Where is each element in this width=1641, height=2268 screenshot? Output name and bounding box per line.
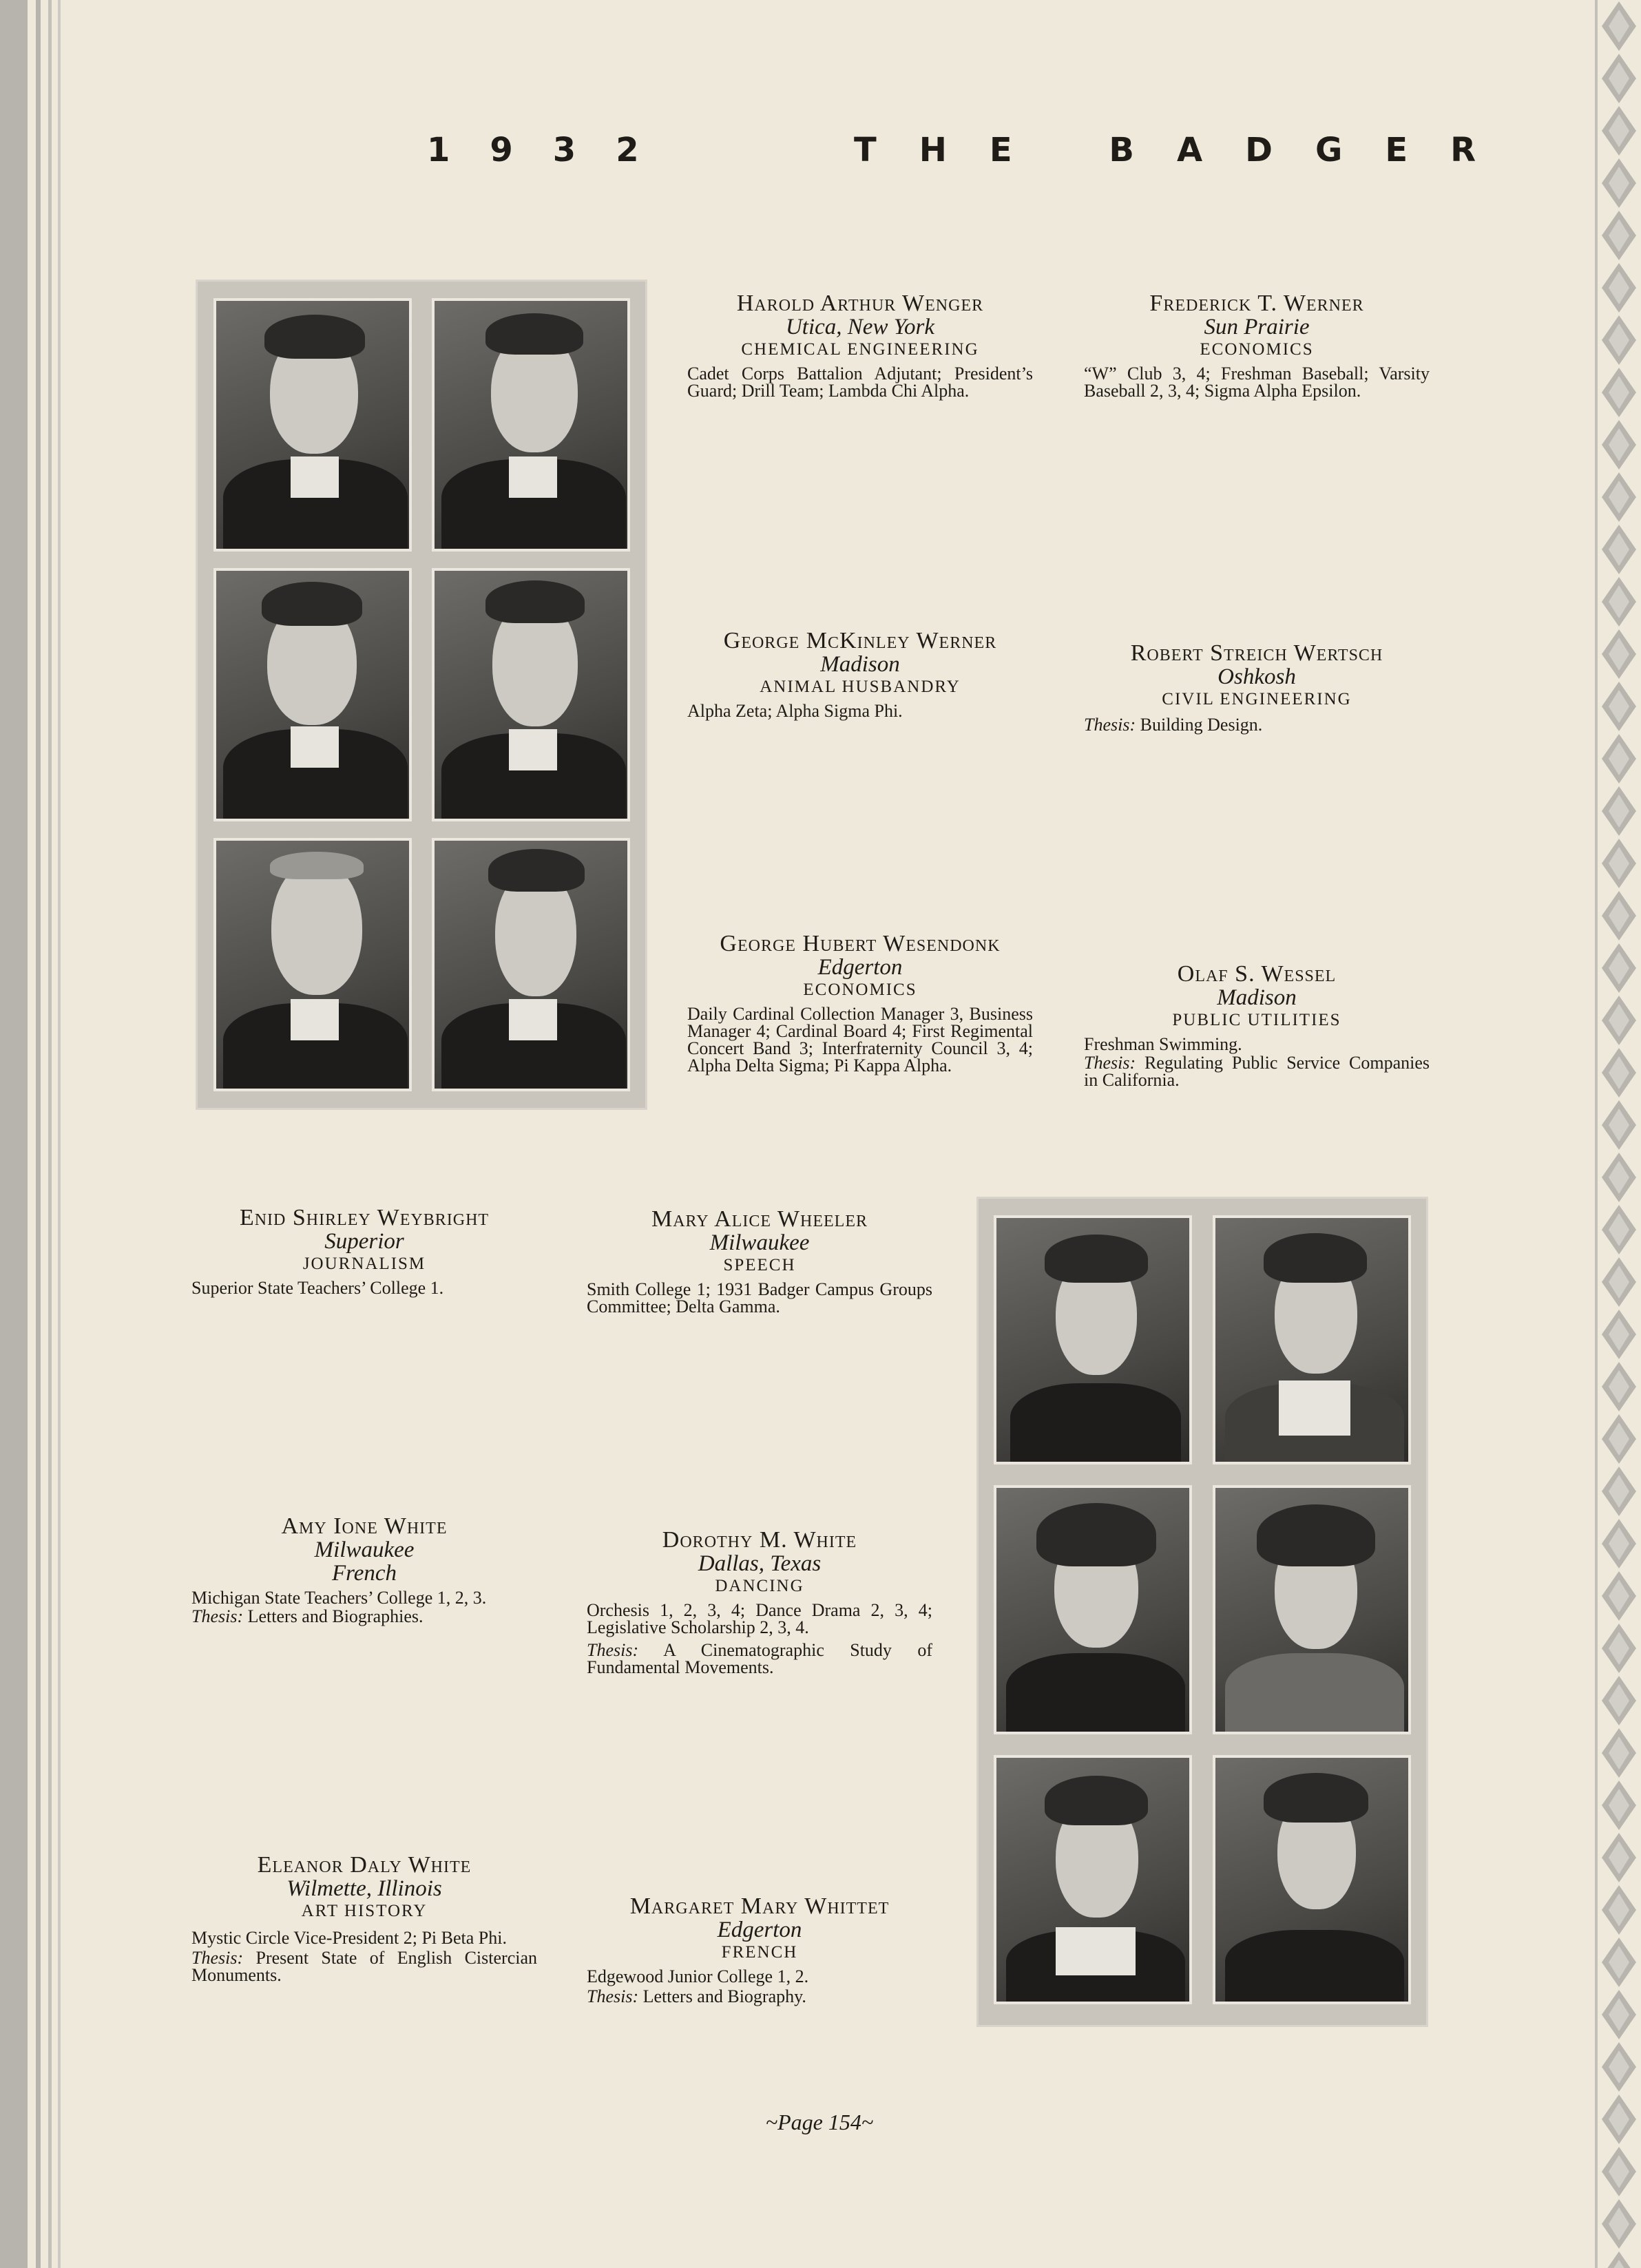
student-activities: Smith College 1; 1931 Badger Campus Groups Committee; Delta Gamma.: [587, 1279, 932, 1316]
portrait-photo: [432, 298, 630, 552]
page-number: ~Page 154~: [765, 2110, 874, 2134]
portrait-photo: [432, 568, 630, 821]
student-entry: [687, 629, 1033, 720]
student-activities: Cadet Corps Battalion Adjutant; President’s Guard; Drill Team; Lambda Chi Alpha.: [687, 364, 1033, 401]
student-thesis: Thesis: Letters and Biography.: [587, 1986, 806, 2006]
student-hometown: Superior: [324, 1229, 404, 1254]
student-entry: [587, 1895, 932, 2005]
left-border-line: [48, 0, 52, 2268]
student-activities: Mystic Circle Vice-President 2; Pi Beta Phi.: [191, 1928, 507, 1948]
portrait-photo: [994, 1755, 1192, 2004]
student-thesis: Thesis: Present State of English Cistercian Monuments.: [191, 1948, 538, 1985]
student-department: French: [331, 1561, 397, 1586]
student-department: PUBLIC UTILITIES: [1172, 1011, 1341, 1029]
student-department: ANIMAL HUSBANDRY: [760, 678, 961, 696]
student-name: Frederick T. Werner: [1149, 291, 1364, 316]
student-hometown: Oshkosh: [1217, 664, 1296, 689]
student-department: CHEMICAL ENGINEERING: [741, 340, 979, 359]
student-entry: [1084, 963, 1430, 1089]
portrait-photo: [213, 298, 412, 552]
student-activities: Orchesis 1, 2, 3, 4; Dance Drama 2, 3, 4; Legislative Scholarship 2, 3, 4.: [587, 1600, 932, 1637]
student-hometown: Milwaukee: [314, 1537, 415, 1562]
header-title: THE BADGER: [854, 131, 1519, 169]
left-border-line: [36, 0, 41, 2268]
student-entry: [191, 1515, 537, 1625]
left-border-line: [58, 0, 61, 2268]
student-department: ECONOMICS: [803, 980, 917, 999]
student-name: Robert Streich Wertsch: [1130, 640, 1383, 666]
page-header: [413, 131, 1519, 172]
student-entry: [1084, 292, 1430, 399]
portrait-photo: [994, 1485, 1192, 1734]
student-department: DANCING: [715, 1577, 804, 1595]
student-activities: Superior State Teachers’ College 1.: [191, 1278, 444, 1298]
student-department: FRENCH: [721, 1943, 798, 1962]
student-thesis: Thesis: Regulating Public Service Companies in California.: [1084, 1053, 1430, 1090]
student-hometown: Wilmette, Illinois: [286, 1876, 442, 1901]
student-name: George McKinley Werner: [723, 628, 997, 653]
student-entry: [191, 1854, 537, 1984]
student-entry: [687, 932, 1033, 1074]
student-thesis: Thesis: A Cinematographic Study of Fundamental Movements.: [587, 1640, 932, 1677]
student-hometown: Utica, New York: [785, 315, 935, 339]
student-hometown: Edgerton: [817, 955, 903, 980]
left-border-bar: [0, 0, 28, 2268]
portrait-photo: [213, 568, 412, 821]
portrait-photo: [1213, 1215, 1411, 1464]
student-activities: Alpha Zeta; Alpha Sigma Phi.: [687, 701, 903, 721]
student-hometown: Edgerton: [717, 1918, 802, 1942]
portrait-photo: [994, 1215, 1192, 1464]
student-name: Amy Ione White: [281, 1513, 448, 1539]
student-name: Harold Arthur Wenger: [736, 291, 984, 316]
student-activities: Edgewood Junior College 1, 2.: [587, 1966, 809, 1986]
header-year: 1932: [427, 131, 679, 169]
student-name: Olaf S. Wessel: [1177, 961, 1337, 987]
student-entry: [587, 1208, 932, 1315]
student-entry: [587, 1529, 932, 1676]
student-department: JOURNALISM: [302, 1254, 426, 1273]
student-hometown: Sun Prairie: [1204, 315, 1310, 339]
student-thesis: Thesis: Letters and Biographies.: [191, 1606, 424, 1626]
student-entry: [1084, 642, 1430, 733]
student-entry: [687, 292, 1033, 399]
portrait-photo: [213, 838, 412, 1091]
student-name: Dorothy M. White: [662, 1527, 857, 1553]
student-name: George Hubert Wesendonk: [720, 931, 1001, 956]
student-activities: Daily Cardinal Collection Manager 3, Business Manager 4; Cardinal Board 4; First Regimental Concert Band 3; Interfraternity Council 3, 4; Alpha Delta Sigma; Pi Kappa Alpha.: [687, 1004, 1033, 1075]
student-name: Mary Alice Wheeler: [651, 1206, 868, 1232]
student-name: Margaret Mary Whittet: [629, 1893, 890, 1919]
student-thesis: Thesis: Building Design.: [1084, 715, 1263, 735]
right-zigzag-border: [1598, 0, 1641, 2268]
portrait-photo: [1213, 1485, 1411, 1734]
photo-block-bottom: [976, 1197, 1428, 2027]
student-department: ECONOMICS: [1200, 340, 1314, 359]
photo-block-top: [196, 280, 647, 1110]
portrait-photo: [432, 838, 630, 1091]
student-activities: Michigan State Teachers’ College 1, 2, 3.: [191, 1588, 487, 1608]
student-activities: Freshman Swimming.: [1084, 1034, 1242, 1054]
student-hometown: Madison: [1217, 985, 1297, 1010]
student-entry: [191, 1206, 537, 1296]
student-activities: “W” Club 3, 4; Freshman Baseball; Varsity Baseball 2, 3, 4; Sigma Alpha Epsilon.: [1084, 364, 1430, 401]
student-name: Eleanor Daly White: [257, 1852, 472, 1878]
student-department: ART HISTORY: [301, 1902, 428, 1920]
student-hometown: Madison: [820, 652, 900, 677]
portrait-photo: [1213, 1755, 1411, 2004]
student-name: Enid Shirley Weybright: [239, 1205, 490, 1230]
student-department: SPEECH: [723, 1256, 796, 1274]
student-hometown: Dallas, Texas: [698, 1551, 822, 1576]
student-department: CIVIL ENGINEERING: [1162, 690, 1352, 708]
student-hometown: Milwaukee: [709, 1230, 810, 1255]
